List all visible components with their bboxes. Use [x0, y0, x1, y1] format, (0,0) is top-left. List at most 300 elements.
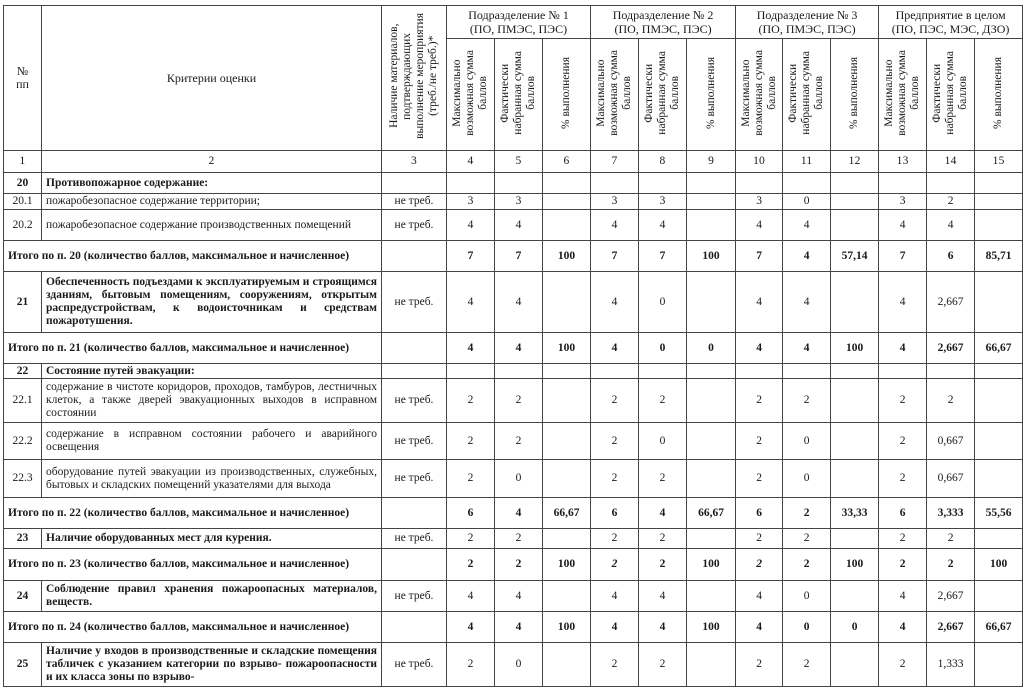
value-cell: 2 [447, 379, 495, 423]
value-cell: 100 [543, 612, 591, 643]
empty-cell [687, 173, 736, 194]
materials-cell: не треб. [382, 210, 447, 241]
empty-cell [382, 364, 447, 379]
group-1-subtitle: (ПО, ПМЭС, ПЭС) [469, 22, 568, 36]
value-cell [831, 194, 879, 210]
value-cell: 4 [783, 272, 831, 333]
header-group-3 [736, 6, 879, 39]
header-g3-pct [831, 39, 879, 151]
value-cell: 2 [591, 529, 639, 549]
row-number: 22.2 [4, 423, 42, 460]
column-number: 3 [382, 151, 447, 173]
value-cell: 2 [591, 423, 639, 460]
sub-pct-label: % выполнения [560, 56, 573, 129]
value-cell: 0 [639, 272, 687, 333]
value-cell: 4 [591, 581, 639, 612]
header-g1-max [447, 39, 495, 151]
header-g2-pct [687, 39, 736, 151]
value-cell: 2 [639, 549, 687, 581]
value-cell: 6 [591, 498, 639, 529]
row-number: 23 [4, 529, 42, 549]
value-cell: 4 [495, 498, 543, 529]
value-cell: 4 [639, 210, 687, 241]
value-cell [975, 194, 1023, 210]
value-cell [543, 581, 591, 612]
value-cell: 2 [447, 460, 495, 498]
column-number: 14 [927, 151, 975, 173]
value-cell [975, 210, 1023, 241]
value-cell: 2,667 [927, 333, 975, 364]
value-cell: 4 [495, 272, 543, 333]
row-number: 20.1 [4, 194, 42, 210]
sub-pct-label: % выполнения [848, 56, 861, 129]
value-cell [975, 423, 1023, 460]
empty-cell [927, 364, 975, 379]
empty-cell [783, 364, 831, 379]
value-cell: 7 [639, 241, 687, 272]
total-label: Итого по п. 22 (количество баллов, максимальное и начисленное) [4, 498, 382, 529]
empty-cell [543, 173, 591, 194]
materials-cell: не треб. [382, 379, 447, 423]
table-row [4, 581, 1023, 612]
value-cell: 2 [736, 549, 783, 581]
value-cell: 0 [495, 643, 543, 687]
value-cell: 4 [495, 581, 543, 612]
value-cell: 2 [495, 529, 543, 549]
value-cell: 100 [687, 612, 736, 643]
table-row [4, 423, 1023, 460]
value-cell [687, 529, 736, 549]
empty-cell [736, 173, 783, 194]
value-cell: 7 [495, 241, 543, 272]
sub-fact-label: Фактически набранная сумма баллов [499, 50, 537, 135]
value-cell [543, 210, 591, 241]
empty-cell [495, 364, 543, 379]
value-cell: 4 [879, 612, 927, 643]
value-cell [687, 643, 736, 687]
header-group-2 [591, 6, 736, 39]
value-cell [687, 379, 736, 423]
value-cell [543, 194, 591, 210]
value-cell: 100 [831, 549, 879, 581]
materials-cell: не треб. [382, 423, 447, 460]
value-cell [687, 423, 736, 460]
empty-cell [975, 173, 1023, 194]
group-3-subtitle: (ПО, ПМЭС, ПЭС) [758, 22, 856, 36]
value-cell: 4 [591, 272, 639, 333]
value-cell: 4 [639, 498, 687, 529]
value-cell: 4 [495, 612, 543, 643]
row-number: 22 [4, 364, 42, 379]
header-materials-label: Наличие материалов, подтверждающих выполнение мероприятия (треб./не треб.)* [388, 13, 439, 139]
value-cell: 6 [447, 498, 495, 529]
value-cell [543, 379, 591, 423]
value-cell: 4 [736, 581, 783, 612]
group-2-subtitle: (ПО, ПМЭС, ПЭС) [614, 22, 712, 36]
column-number: 9 [687, 151, 736, 173]
value-cell [543, 272, 591, 333]
column-number: 15 [975, 151, 1023, 173]
value-cell: 2 [736, 529, 783, 549]
row-number: 20.2 [4, 210, 42, 241]
materials-cell [382, 241, 447, 272]
value-cell: 7 [447, 241, 495, 272]
criteria-text: Состояние путей эвакуации: [42, 364, 382, 379]
value-cell: 4 [736, 210, 783, 241]
row-number: 21 [4, 272, 42, 333]
column-number: 12 [831, 151, 879, 173]
value-cell: 4 [736, 612, 783, 643]
total-label: Итого по п. 20 (количество баллов, максимальное и начисленное) [4, 241, 382, 272]
section-row [4, 173, 1023, 194]
value-cell: 4 [591, 612, 639, 643]
value-cell [543, 423, 591, 460]
total-label: Итого по п. 23 (количество баллов, максимальное и начисленное) [4, 549, 382, 581]
sub-fact-label: Фактически набранная сумма баллов [787, 50, 826, 135]
value-cell: 0 [831, 612, 879, 643]
value-cell [831, 460, 879, 498]
value-cell: 66,67 [543, 498, 591, 529]
value-cell: 2 [736, 379, 783, 423]
value-cell: 66,67 [687, 498, 736, 529]
value-cell: 85,71 [975, 241, 1023, 272]
header-g2-max [591, 39, 639, 151]
value-cell [831, 529, 879, 549]
value-cell: 1,333 [927, 643, 975, 687]
column-number: 6 [543, 151, 591, 173]
header-g1-pct [543, 39, 591, 151]
value-cell: 4 [447, 581, 495, 612]
materials-cell: не треб. [382, 529, 447, 549]
section-row [4, 364, 1023, 379]
value-cell: 4 [447, 612, 495, 643]
header-g3-fact [783, 39, 831, 151]
value-cell: 6 [736, 498, 783, 529]
value-cell: 0 [495, 460, 543, 498]
header-num [4, 6, 42, 151]
column-number: 1 [4, 151, 42, 173]
total-label: Итого по п. 24 (количество баллов, максимальное и начисленное) [4, 612, 382, 643]
value-cell [687, 581, 736, 612]
value-cell [687, 460, 736, 498]
value-cell: 7 [591, 241, 639, 272]
value-cell: 6 [927, 241, 975, 272]
sub-pct-label: % выполнения [704, 56, 717, 129]
value-cell [831, 643, 879, 687]
value-cell: 2 [783, 529, 831, 549]
value-cell: 2 [927, 549, 975, 581]
empty-cell [687, 364, 736, 379]
total-row [4, 612, 1023, 643]
header-g4-pct [975, 39, 1023, 151]
value-cell: 3,333 [927, 498, 975, 529]
header-materials [382, 6, 447, 151]
total-row [4, 549, 1023, 581]
empty-cell [591, 364, 639, 379]
value-cell [975, 529, 1023, 549]
empty-cell [447, 364, 495, 379]
criteria-text: пожаробезопасное содержание производственных помещений [42, 210, 382, 241]
sub-fact-label: Фактически набранная сумма баллов [931, 50, 970, 135]
column-number: 8 [639, 151, 687, 173]
header-num-label: № пп [16, 64, 29, 91]
value-cell: 2 [879, 529, 927, 549]
header-g1-fact [495, 39, 543, 151]
value-cell: 2 [879, 643, 927, 687]
value-cell: 0 [783, 612, 831, 643]
sub-max-label: Максимально возможная сумма баллов [739, 49, 778, 136]
table-row [4, 210, 1023, 241]
value-cell: 100 [543, 241, 591, 272]
header-criteria: Критерии оценки [42, 6, 382, 151]
value-cell: 7 [736, 241, 783, 272]
value-cell: 66,67 [975, 612, 1023, 643]
value-cell: 2 [591, 460, 639, 498]
empty-cell [591, 173, 639, 194]
value-cell: 3 [591, 194, 639, 210]
value-cell: 0 [783, 423, 831, 460]
value-cell: 2 [591, 379, 639, 423]
value-cell: 2 [639, 379, 687, 423]
materials-cell: не треб. [382, 581, 447, 612]
criteria-text: содержание в чистоте коридоров, проходов, тамбуров, лестничных клеток, а также дверей эвакуационных выходов в исправном состоянии [42, 379, 382, 423]
column-number: 7 [591, 151, 639, 173]
row-number: 24 [4, 581, 42, 612]
value-cell: 3 [736, 194, 783, 210]
value-cell [831, 210, 879, 241]
value-cell: 2 [783, 549, 831, 581]
value-cell: 4 [591, 210, 639, 241]
total-row [4, 498, 1023, 529]
value-cell: 4 [447, 210, 495, 241]
value-cell: 57,14 [831, 241, 879, 272]
value-cell: 2 [447, 549, 495, 581]
value-cell: 0 [783, 581, 831, 612]
value-cell [543, 529, 591, 549]
sub-max-label: Максимально возможная сумма баллов [595, 49, 634, 136]
value-cell: 4 [879, 210, 927, 241]
header-g4-fact [927, 39, 975, 151]
value-cell: 2 [495, 423, 543, 460]
column-number: 11 [783, 151, 831, 173]
empty-cell [495, 173, 543, 194]
value-cell: 2 [591, 549, 639, 581]
value-cell: 2,667 [927, 612, 975, 643]
row-number: 20 [4, 173, 42, 194]
value-cell: 4 [447, 272, 495, 333]
value-cell [975, 643, 1023, 687]
value-cell [975, 460, 1023, 498]
value-cell: 6 [879, 498, 927, 529]
value-cell: 2 [783, 379, 831, 423]
criteria-text: содержание в исправном состоянии рабочего и аварийного освещения [42, 423, 382, 460]
sub-max-label: Максимально возможная сумма баллов [451, 49, 489, 136]
header-g4-max [879, 39, 927, 151]
value-cell: 2 [639, 460, 687, 498]
value-cell: 0 [639, 423, 687, 460]
value-cell: 2 [591, 643, 639, 687]
value-cell: 4 [879, 272, 927, 333]
empty-cell [736, 364, 783, 379]
value-cell: 0,667 [927, 460, 975, 498]
row-number: 25 [4, 643, 42, 687]
total-row [4, 333, 1023, 364]
value-cell [543, 643, 591, 687]
value-cell: 0 [687, 333, 736, 364]
table-row [4, 643, 1023, 687]
criteria-text: Обеспеченность подъездами к эксплуатируемым и строящимся зданиям, бытовым помещениям, сооружениям, открытым распредустройствам, к водоисточникам и средствам пожаротушения. [42, 272, 382, 333]
evaluation-table [3, 5, 1023, 687]
value-cell: 4 [736, 333, 783, 364]
value-cell: 55,56 [975, 498, 1023, 529]
header-group-1 [447, 6, 591, 39]
value-cell [975, 272, 1023, 333]
numbering-row [4, 151, 1023, 173]
sub-pct-label: % выполнения [992, 56, 1005, 129]
criteria-text: Противопожарное содержание: [42, 173, 382, 194]
materials-cell: не треб. [382, 643, 447, 687]
value-cell: 100 [543, 549, 591, 581]
value-cell: 3 [879, 194, 927, 210]
value-cell: 0,667 [927, 423, 975, 460]
value-cell [831, 581, 879, 612]
empty-cell [382, 173, 447, 194]
column-number: 10 [736, 151, 783, 173]
group-4-title: Предприятие в целом [895, 8, 1006, 22]
value-cell: 2 [447, 423, 495, 460]
value-cell: 2 [736, 643, 783, 687]
group-4-subtitle: (ПО, ПЭС, МЭС, ДЗО) [891, 22, 1010, 36]
value-cell: 66,67 [975, 333, 1023, 364]
value-cell: 4 [783, 210, 831, 241]
value-cell: 2 [783, 643, 831, 687]
group-2-title: Подразделение № 2 [612, 8, 714, 22]
value-cell: 4 [639, 581, 687, 612]
table-row [4, 460, 1023, 498]
value-cell [975, 581, 1023, 612]
header-g2-fact [639, 39, 687, 151]
value-cell: 2 [639, 529, 687, 549]
materials-cell [382, 333, 447, 364]
group-1-title: Подразделение № 1 [468, 8, 569, 22]
value-cell [687, 210, 736, 241]
materials-cell: не треб. [382, 272, 447, 333]
empty-cell [447, 173, 495, 194]
table-row [4, 379, 1023, 423]
value-cell: 100 [975, 549, 1023, 581]
empty-cell [831, 364, 879, 379]
value-cell: 33,33 [831, 498, 879, 529]
value-cell: 3 [639, 194, 687, 210]
value-cell: 2 [879, 379, 927, 423]
value-cell: 2 [495, 379, 543, 423]
value-cell: 4 [879, 333, 927, 364]
empty-cell [879, 364, 927, 379]
materials-cell [382, 549, 447, 581]
value-cell: 4 [783, 241, 831, 272]
value-cell: 2 [927, 194, 975, 210]
value-cell [831, 423, 879, 460]
value-cell: 4 [639, 612, 687, 643]
header-group-row [4, 6, 1023, 39]
value-cell [687, 194, 736, 210]
value-cell: 2 [447, 643, 495, 687]
criteria-text: Наличие оборудованных мест для курения. [42, 529, 382, 549]
column-number: 2 [42, 151, 382, 173]
table-row [4, 194, 1023, 210]
row-number: 22.1 [4, 379, 42, 423]
criteria-text: Наличие у входов в производственные и складские помещения табличек с указанием категории по взрыво- пожароопасности и их класса зоны по взрыво- [42, 643, 382, 687]
materials-cell: не треб. [382, 460, 447, 498]
sub-max-label: Максимально возможная сумма баллов [883, 49, 922, 136]
empty-cell [639, 173, 687, 194]
criteria-text: Соблюдение правил хранения пожароопасных материалов, веществ. [42, 581, 382, 612]
value-cell [543, 460, 591, 498]
value-cell: 2 [927, 529, 975, 549]
value-cell [831, 272, 879, 333]
materials-cell: не треб. [382, 194, 447, 210]
empty-cell [879, 173, 927, 194]
value-cell: 2 [736, 423, 783, 460]
table-row [4, 272, 1023, 333]
value-cell [975, 379, 1023, 423]
value-cell: 100 [687, 549, 736, 581]
value-cell: 2,667 [927, 581, 975, 612]
value-cell: 4 [736, 272, 783, 333]
sub-fact-label: Фактически набранная сумма баллов [643, 50, 682, 135]
value-cell: 4 [495, 333, 543, 364]
value-cell: 2 [879, 549, 927, 581]
value-cell: 2 [495, 549, 543, 581]
criteria-text: оборудование путей эвакуации из производственных, служебных, бытовых и складских помещений указателями для выхода [42, 460, 382, 498]
value-cell: 2,667 [927, 272, 975, 333]
column-number: 5 [495, 151, 543, 173]
table-row [4, 529, 1023, 549]
value-cell: 4 [447, 333, 495, 364]
value-cell: 7 [879, 241, 927, 272]
value-cell: 100 [831, 333, 879, 364]
value-cell: 2 [879, 460, 927, 498]
empty-cell [639, 364, 687, 379]
value-cell: 4 [495, 210, 543, 241]
value-cell: 4 [783, 333, 831, 364]
empty-cell [927, 173, 975, 194]
materials-cell [382, 498, 447, 529]
value-cell: 2 [927, 379, 975, 423]
column-number: 13 [879, 151, 927, 173]
materials-cell [382, 612, 447, 643]
value-cell: 100 [543, 333, 591, 364]
value-cell [831, 379, 879, 423]
empty-cell [783, 173, 831, 194]
value-cell: 0 [639, 333, 687, 364]
value-cell: 2 [879, 423, 927, 460]
value-cell: 3 [495, 194, 543, 210]
value-cell: 2 [639, 643, 687, 687]
value-cell: 2 [447, 529, 495, 549]
row-number: 22.3 [4, 460, 42, 498]
total-label: Итого по п. 21 (количество баллов, максимальное и начисленное) [4, 333, 382, 364]
empty-cell [831, 173, 879, 194]
empty-cell [975, 364, 1023, 379]
value-cell: 100 [687, 241, 736, 272]
header-group-4 [879, 6, 1023, 39]
value-cell: 2 [736, 460, 783, 498]
value-cell: 0 [783, 194, 831, 210]
group-3-title: Подразделение № 3 [756, 8, 858, 22]
value-cell: 4 [591, 333, 639, 364]
criteria-text: пожаробезопасное содержание территории; [42, 194, 382, 210]
